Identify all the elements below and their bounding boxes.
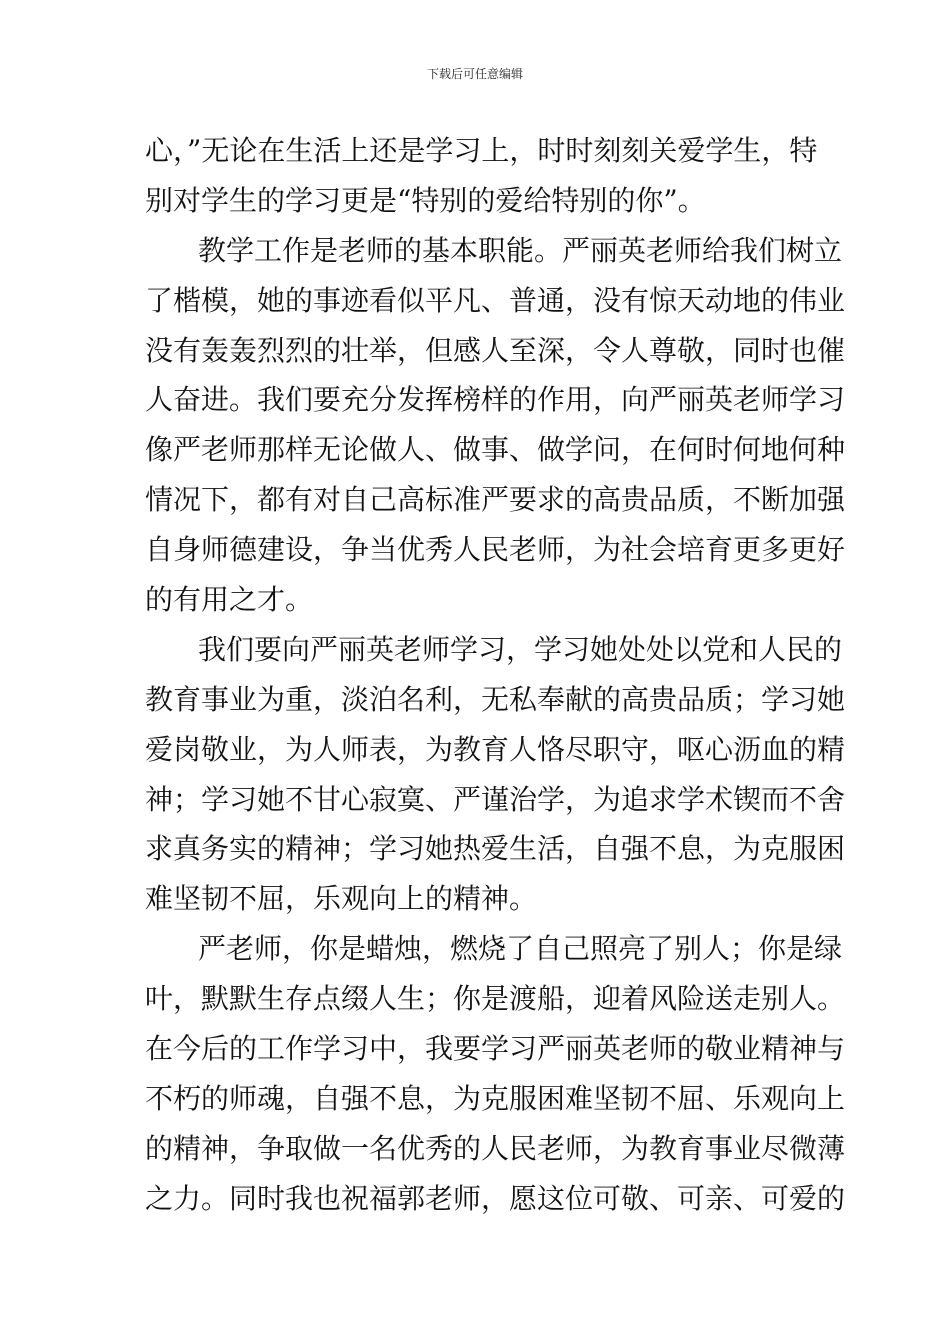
text-line: 的精神，争取做一名优秀的人民老师，为教育事业尽微薄 xyxy=(145,1131,846,1165)
document-body xyxy=(145,126,846,1224)
paragraph-2 xyxy=(145,226,846,625)
text-line: 没有轰轰烈烈的壮举，但感人至深，令人尊敬，同时也催 xyxy=(145,333,846,367)
text-line: 我们要向严丽英老师学习，学习她处处以党和人民的 xyxy=(198,632,843,666)
text-line: 心，”无论在生活上还是学习上，时时刻刻关爱学生，特 xyxy=(145,134,818,167)
text-line: 像严老师那样无论做人、做事、做学问，在何时何地何种 xyxy=(145,433,846,467)
paragraph-4 xyxy=(145,924,846,1223)
text-line: 教育事业为重，淡泊名利，无私奉献的高贵品质；学习她 xyxy=(145,682,846,716)
text-line: 之力。同时我也祝福郭老师，愿这位可敬、可亲、可爱的 xyxy=(145,1181,846,1215)
text-line: 不朽的师魂，自强不息，为克服困难坚韧不屈、乐观向上 xyxy=(145,1081,846,1115)
text-line: 在今后的工作学习中，我要学习严丽英老师的敬业精神与 xyxy=(145,1032,846,1066)
text-line: 严老师，你是蜡烛，燃烧了自己照亮了别人；你是绿 xyxy=(198,932,843,966)
text-line: 求真务实的精神；学习她热爱生活，自强不息，为克服困 xyxy=(145,832,846,866)
text-line: 情况下，都有对自己高标准严要求的高贵品质，不断加强 xyxy=(145,483,846,517)
paragraph-1 xyxy=(145,126,818,226)
text-line: 叶，默默生存点缀人生；你是渡船，迎着风险送走别人。 xyxy=(145,982,846,1016)
text-line: 人奋进。我们要充分发挥榜样的作用，向严丽英老师学习 xyxy=(145,383,846,417)
text-line: 自身师德建设，争当优秀人民老师，为社会培育更多更好 xyxy=(145,533,846,567)
paragraph-3 xyxy=(145,625,846,924)
text-line: 别对学生的学习更是“特别的爱给特别的你”。 xyxy=(145,183,706,217)
page-header: 下载后可任意编辑 xyxy=(426,67,523,81)
text-line: 的有用之才。 xyxy=(145,583,314,617)
text-line: 爱岗敬业，为人师表，为教育人恪尽职守，呕心沥血的精 xyxy=(145,732,846,766)
text-line: 教学工作是老师的基本职能。严丽英老师给我们树立 xyxy=(198,233,843,267)
text-line: 难坚韧不屈，乐观向上的精神。 xyxy=(145,882,538,916)
text-line: 神；学习她不甘心寂寞、严谨治学，为追求学术锲而不舍 xyxy=(145,782,846,816)
text-line: 了楷模，她的事迹看似平凡、普通，没有惊天动地的伟业 xyxy=(145,283,846,317)
